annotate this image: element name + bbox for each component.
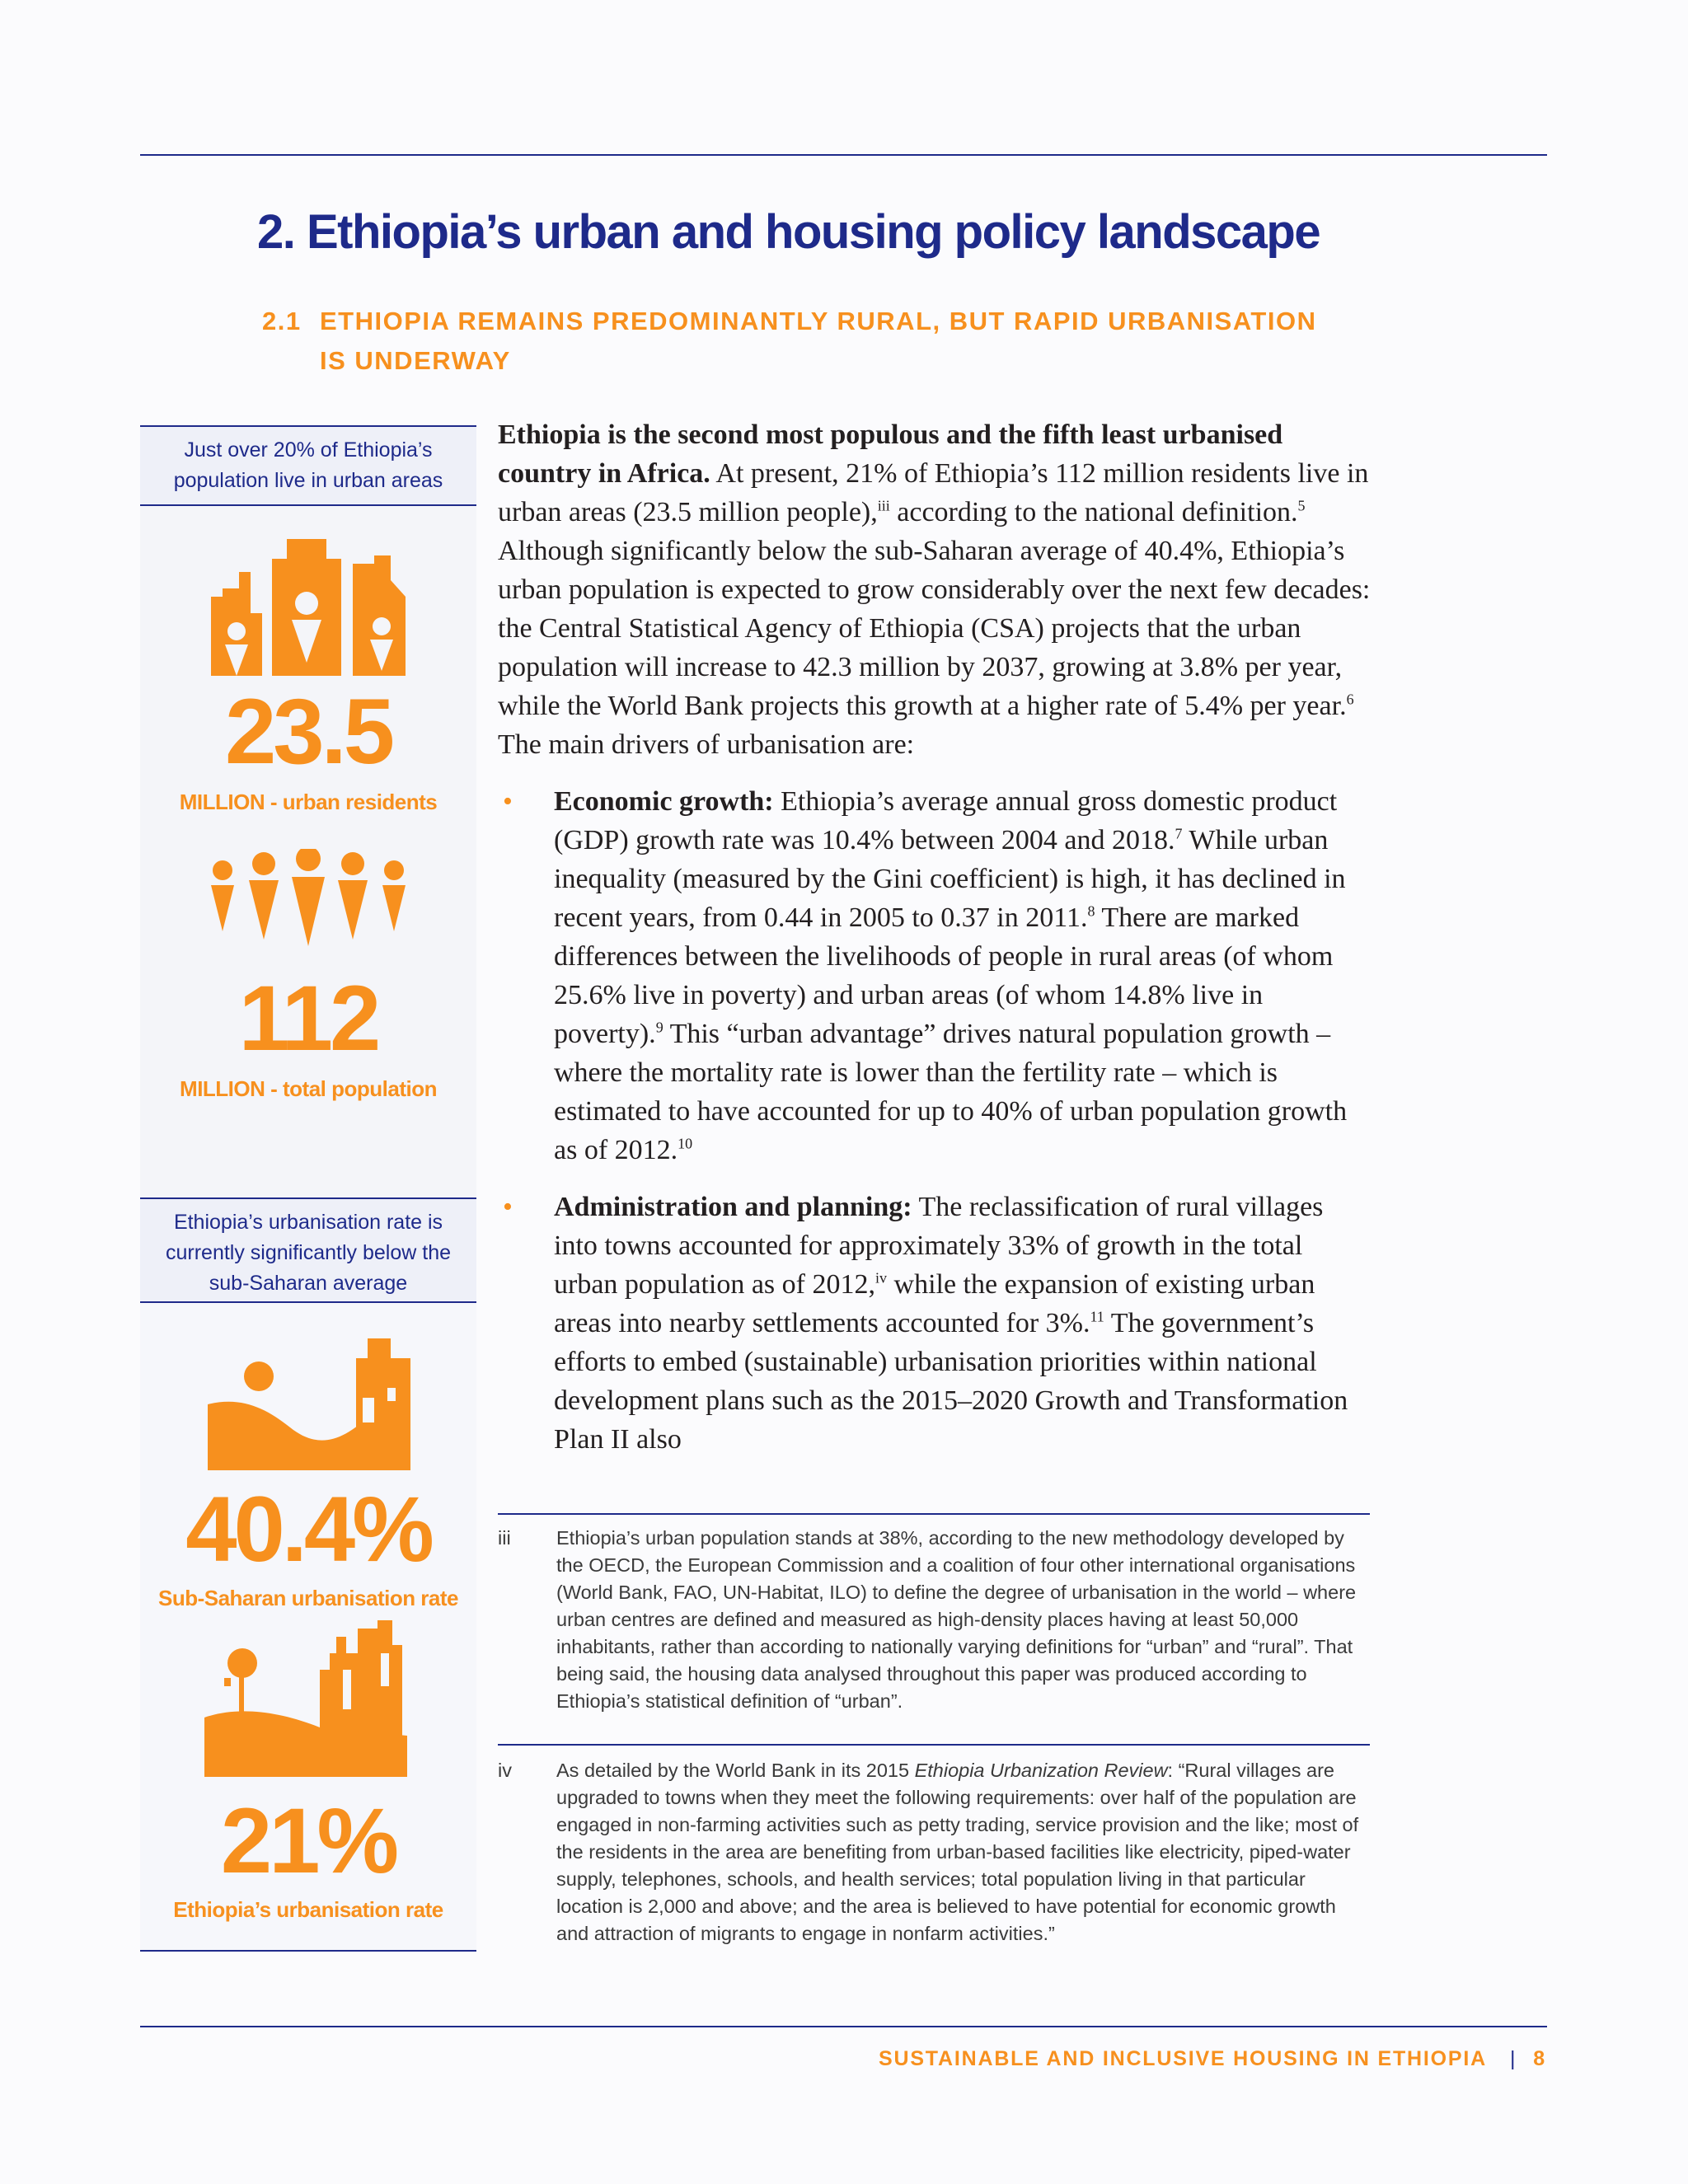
footnote-iv — [498, 1757, 1372, 1947]
section-title-line2: IS UNDERWAY — [320, 346, 511, 375]
footnote-mark: iv — [498, 1760, 512, 1781]
section-heading — [262, 302, 1316, 381]
footer-title: SUSTAINABLE AND INCLUSIVE HOUSING IN ETHIOPIA — [879, 2047, 1487, 2070]
stat-label: Ethiopia’s urbanisation rate — [173, 1897, 443, 1922]
footnote-ref-11[interactable]: 11 — [1090, 1308, 1104, 1325]
intro-bold: Ethiopia is the second most populous and the fifth least urbanised country in Africa. — [498, 419, 1283, 489]
stat-value: 40.4% — [185, 1478, 431, 1581]
hill-sun-building-icon — [208, 1338, 410, 1470]
bullet-administration-planning — [498, 1188, 1372, 1459]
stat-subsaharan-rate — [140, 1478, 476, 1611]
intro-text-a: At present, 21% of Ethiopia’s 112 million residents live in urban areas (23.5 million people), — [498, 458, 1369, 527]
footnote-ref-5[interactable]: 5 — [1297, 497, 1306, 514]
footnote-ref-10[interactable]: 10 — [678, 1135, 693, 1152]
bullet-dot: • — [503, 786, 513, 817]
stat-total-population — [140, 967, 476, 1102]
footnote-ref-9[interactable]: 9 — [655, 1019, 663, 1036]
city-people-icon — [211, 539, 406, 676]
sidebar-callout-2: Ethiopia’s urbanisation rate is currently significantly below the sub-Saharan average — [140, 1197, 476, 1303]
page-number: 8 — [1533, 2047, 1546, 2070]
bullet-text: Ethiopia’s average annual gross domestic product (GDP) growth rate was 10.4% between 2004 and 2018. — [554, 786, 1338, 855]
footnote-text-a: As detailed by the World Bank in its 2015 — [556, 1760, 915, 1781]
footnote-ref-7[interactable]: 7 — [1175, 825, 1183, 842]
bullet-heading: Administration and planning: — [554, 1192, 912, 1222]
section-number: 2.1 — [262, 307, 302, 335]
intro-paragraph — [498, 415, 1372, 764]
hill-tree-city-icon — [204, 1620, 407, 1777]
footnote-rule — [498, 1513, 1370, 1515]
stat-value: 21% — [220, 1789, 396, 1892]
body-text — [498, 415, 1372, 1459]
bullet-heading: Economic growth: — [554, 786, 774, 817]
section-title-line1: ETHIOPIA REMAINS PREDOMINANTLY RURAL, BUT RAPID URBANISATION — [320, 307, 1317, 335]
intro-text-c: Although significantly below the sub-Saharan average of 40.4%, Ethiopia’s urban population is expected to grow considerably over the next few decades: the Central Statistical Agency of Ethiopia (CSA) projects that the urban population will increase to 42.3 million by 2037, growing at 3.8% per year, while the World Bank projects this growth at a higher rate of 5.4% per year. — [498, 536, 1371, 721]
bullet-dot: • — [503, 1192, 513, 1222]
footnote-ref-iii[interactable]: iii — [877, 497, 890, 514]
footnote-iii — [498, 1525, 1372, 1715]
footnote-rule — [498, 1744, 1370, 1746]
top-rule — [140, 154, 1547, 156]
footnote-text: Ethiopia’s urban population stands at 38%, according to the new methodology developed by the OECD, the European Commission and a coalition of four other international organisations (World Bank, FAO, UN-Habitat, ILO) to define the degree of urbanisation in the world – where urban centres are defined and measured as high-density places having at least 50,000 inhabitants, rather than according to nationally varying definitions for “urban” and “rural”. That being said, the housing data analysed throughout this paper was produced according to Ethiopia’s statistical definition of “urban”. — [556, 1527, 1357, 1712]
footnote-text-b: : “Rural villages are upgraded to towns when they meet the following requirements: over half of the population are engaged in non-farming activities such as petty trading, service provision and the like; most of the residents in the area are benefiting from urban-based facilities like electricity, piped-water supply, telephones, schools, and health services; total population living in that particular location is 2,000 and above; and the area is believed to have potential for economic growth and attraction of migrants to engage in nonfarm activities.” — [556, 1760, 1359, 1944]
stat-ethiopia-rate — [140, 1789, 476, 1923]
footnote-text — [556, 1757, 1372, 1947]
footer-separator: | — [1509, 2047, 1517, 2070]
footnote-title-italic: Ethiopia Urbanization Review — [914, 1760, 1168, 1781]
bullet-text: This “urban advantage” drives natural population growth – where the mortality rate is lower than the fertility rate – which is estimated to have accounted for up to 40% of urban population growth as of 2012. — [554, 1019, 1348, 1165]
stat-label: Sub-Saharan urbanisation rate — [157, 1586, 459, 1610]
bottom-rule — [140, 2026, 1547, 2027]
stat-value: 112 — [238, 967, 378, 1070]
footnote-ref-iv[interactable]: iv — [875, 1269, 888, 1286]
footnote-ref-8[interactable]: 8 — [1087, 902, 1095, 920]
bullet-text: The government’s efforts to embed (sustainable) urbanisation priorities within national development plans such as the 2015–2020 Growth and Transformation Plan II also — [554, 1308, 1348, 1455]
bullet-text: While urban inequality (measured by the Gini coefficient) is high, it has declined in recent years, from 0.44 in 2005 to 0.37 in 2011. — [554, 825, 1346, 933]
footnote-ref-6[interactable]: 6 — [1346, 691, 1354, 708]
intro-text-d: The main drivers of urbanisation are: — [498, 729, 915, 760]
stat-urban-residents — [140, 680, 476, 815]
people-icon — [211, 849, 406, 964]
stat-label: MILLION - total population — [180, 1076, 437, 1101]
chapter-title: 2. Ethiopia’s urban and housing policy landscape — [257, 205, 1320, 259]
intro-text-b: according to the national definition. — [889, 497, 1298, 527]
bullet-text: The reclassification of rural villages into towns accounted for approximately 33% of growth in the total urban population as of 2012, — [554, 1192, 1324, 1300]
bullet-text: while the expansion of existing urban areas into nearby settlements accounted for 3%. — [554, 1269, 1315, 1338]
bullet-text: There are marked differences between the livelihoods of people in rural areas (of whom 25.6% live in poverty) and urban areas (of whom 14.8% live in poverty). — [554, 902, 1334, 1049]
footnote-mark: iii — [498, 1527, 511, 1549]
sidebar-callout-1: Just over 20% of Ethiopia’s population live in urban areas — [140, 425, 476, 506]
bullet-economic-growth — [498, 782, 1372, 1169]
page-footer — [879, 2047, 1546, 2071]
stat-value: 23.5 — [225, 680, 392, 783]
stat-label: MILLION - urban residents — [179, 790, 438, 814]
